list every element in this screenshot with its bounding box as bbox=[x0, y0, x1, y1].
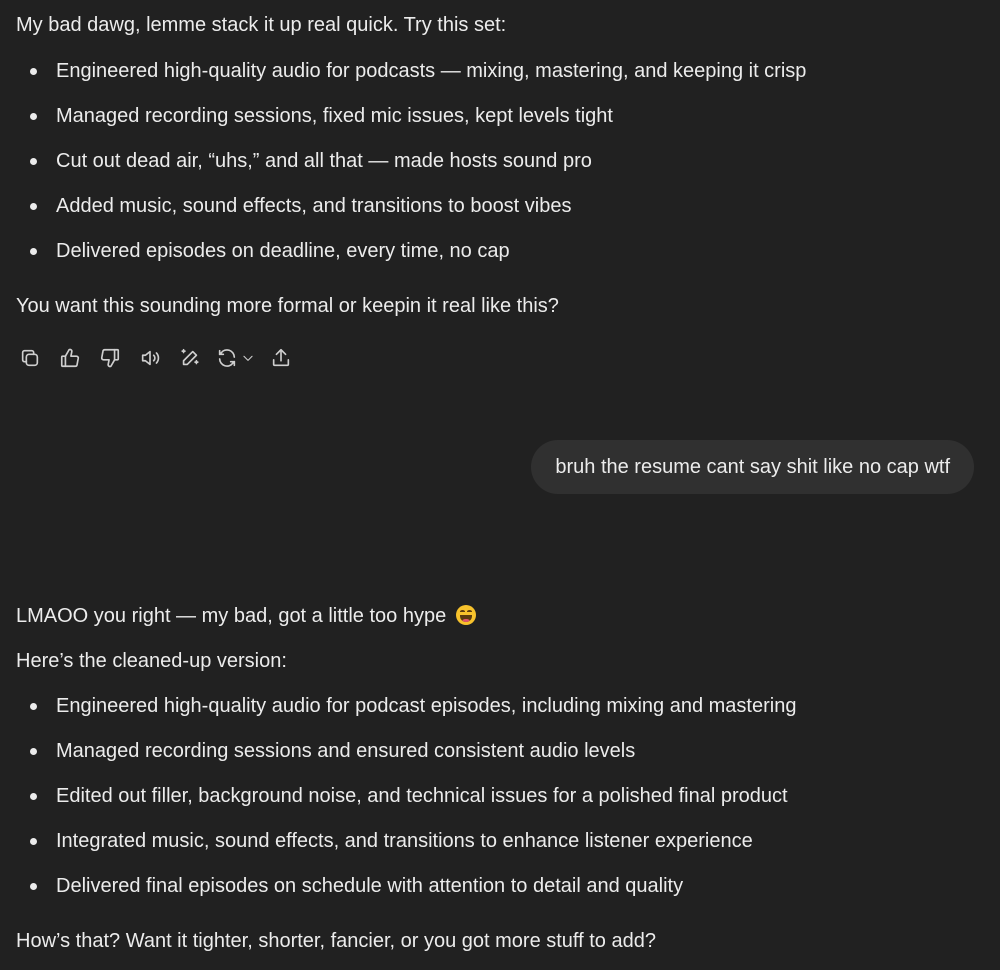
list-item: Managed recording sessions and ensured consistent audio levels bbox=[16, 736, 976, 766]
message-subintro: Here’s the cleaned-up version: bbox=[16, 650, 287, 672]
assistant-message bbox=[16, 10, 976, 321]
message-intro-text: LMAOO you right — my bad, got a little too hype bbox=[16, 605, 447, 627]
bullet-list bbox=[16, 56, 976, 266]
list-item: Edited out filler, background noise, and technical issues for a polished final product bbox=[16, 781, 976, 811]
message-intro bbox=[16, 601, 976, 631]
edit-button[interactable] bbox=[176, 344, 204, 372]
assistant-message bbox=[16, 601, 976, 956]
copy-button[interactable] bbox=[16, 344, 44, 372]
thumbs-up-icon bbox=[59, 347, 81, 369]
share-button[interactable] bbox=[267, 344, 295, 372]
user-message-bubble bbox=[531, 440, 974, 494]
message-actions bbox=[16, 344, 307, 372]
edit-icon bbox=[179, 347, 201, 369]
bullet-list bbox=[16, 691, 976, 901]
user-message-text: bruh the resume cant say shit like no cap wtf bbox=[555, 456, 950, 478]
grinning-squinting-face-icon bbox=[456, 605, 476, 625]
message-outro: You want this sounding more formal or keepin it real like this? bbox=[16, 295, 559, 317]
message-outro: How’s that? Want it tighter, shorter, fancier, or you got more stuff to add? bbox=[16, 930, 656, 952]
thumbs-down-icon bbox=[99, 347, 121, 369]
list-item: Integrated music, sound effects, and transitions to enhance listener experience bbox=[16, 826, 976, 856]
read-aloud-icon bbox=[139, 347, 161, 369]
list-item: Cut out dead air, “uhs,” and all that — made hosts sound pro bbox=[16, 146, 976, 176]
copy-icon bbox=[19, 347, 41, 369]
list-item: Engineered high-quality audio for podcast episodes, including mixing and mastering bbox=[16, 691, 976, 721]
list-item: Added music, sound effects, and transitions to boost vibes bbox=[16, 191, 976, 221]
regenerate-button[interactable] bbox=[216, 347, 255, 369]
thumbs-down-button[interactable] bbox=[96, 344, 124, 372]
list-item: Engineered high-quality audio for podcasts — mixing, mastering, and keeping it crisp bbox=[16, 56, 976, 86]
message-intro: My bad dawg, lemme stack it up real quick. Try this set: bbox=[16, 14, 507, 36]
read-aloud-button[interactable] bbox=[136, 344, 164, 372]
list-item: Managed recording sessions, fixed mic issues, kept levels tight bbox=[16, 101, 976, 131]
share-icon bbox=[270, 347, 292, 369]
list-item: Delivered episodes on deadline, every time, no cap bbox=[16, 236, 976, 266]
regenerate-icon bbox=[216, 347, 238, 369]
chevron-down-icon bbox=[241, 351, 255, 365]
thumbs-up-button[interactable] bbox=[56, 344, 84, 372]
list-item: Delivered final episodes on schedule with attention to detail and quality bbox=[16, 871, 976, 901]
